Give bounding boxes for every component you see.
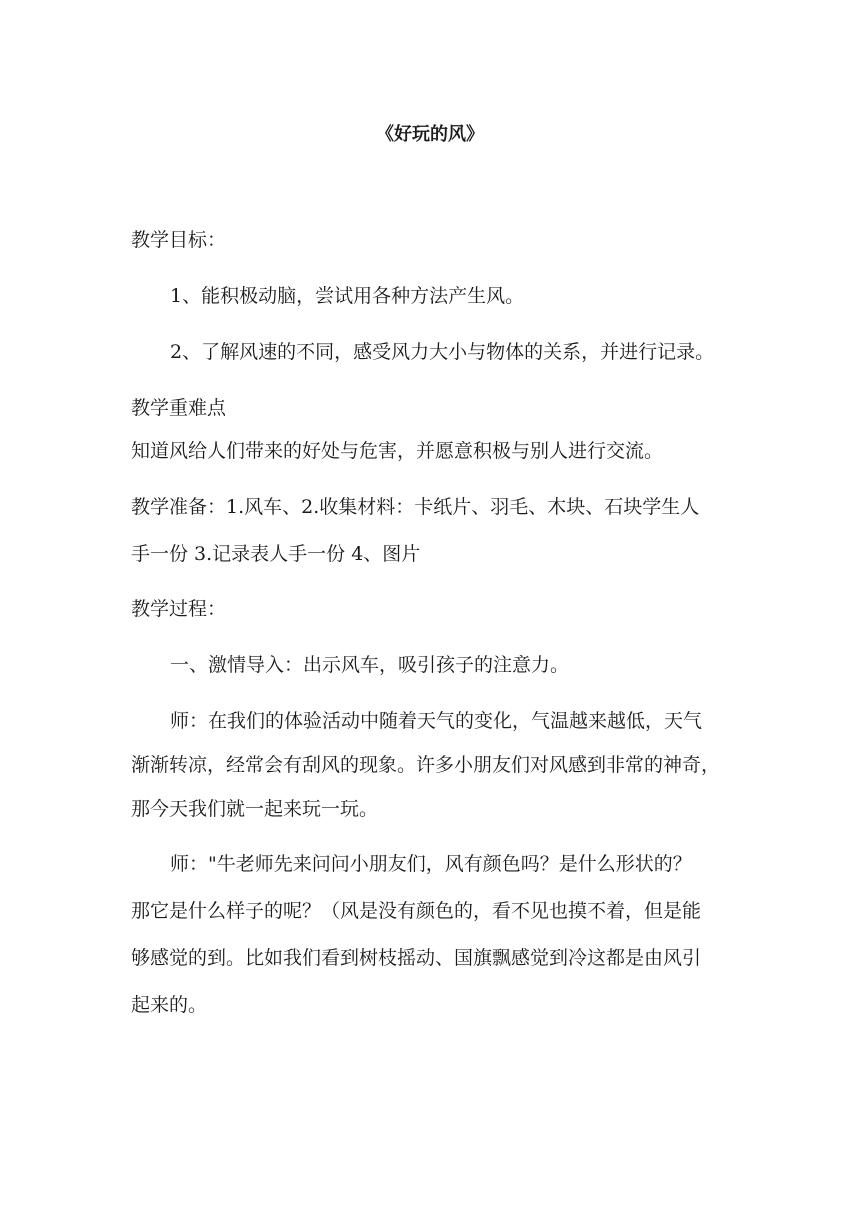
process-heading: 教学过程： — [131, 598, 227, 620]
preparation-line-2: 手一份 3.记录表人手一份 4、图片 — [131, 543, 421, 565]
goals-heading: 教学目标： — [131, 229, 227, 251]
goal-2: 2、了解风速的不同，感受风力大小与物体的关系，并进行记录。 — [170, 341, 715, 363]
key-points-heading: 教学重难点 — [131, 397, 227, 419]
goal-1: 1、能积极动脑，尝试用各种方法产生风。 — [170, 285, 525, 307]
paragraph-2-line-3: 够感觉的到。比如我们看到树枝摇动、国旗飘感觉到冷这都是由风引 — [131, 947, 702, 969]
key-points-text: 知道风给人们带来的好处与危害，并愿意积极与别人进行交流。 — [131, 440, 664, 462]
paragraph-2-line-2: 那它是什么样子的呢？（风是没有颜色的，看不见也摸不着，但是能 — [131, 900, 702, 922]
paragraph-1-line-1: 师：在我们的体验活动中随着天气的变化，气温越来越低，天气 — [170, 710, 703, 732]
preparation-line-1: 教学准备：1.风车、2.收集材料：卡纸片、羽毛、木块、石块学生人 — [131, 496, 700, 518]
paragraph-2-line-1: 师："牛老师先来问问小朋友们，风有颜色吗？是什么形状的？ — [170, 853, 692, 875]
paragraph-2-line-4: 起来的。 — [131, 994, 208, 1016]
paragraph-1-line-3: 那今天我们就一起来玩一玩。 — [131, 798, 379, 820]
step-1: 一、激情导入：出示风车，吸引孩子的注意力。 — [170, 654, 570, 676]
page-title: 《好玩的风》 — [376, 124, 484, 145]
paragraph-1-line-2: 渐渐转凉，经常会有刮风的现象。许多小朋友们对风感到非常的神奇， — [131, 754, 721, 776]
